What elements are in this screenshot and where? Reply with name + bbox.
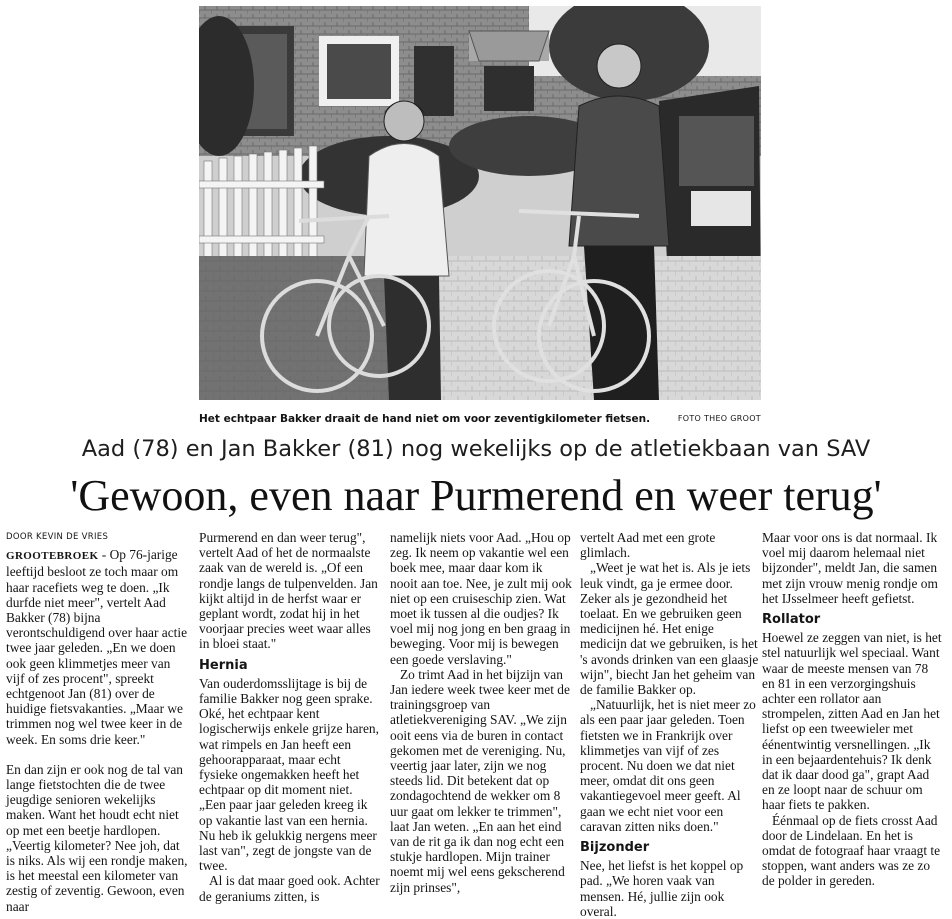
article-paragraph: Nee, het liefst is het koppel op pad. „We horen vaak van mensen. Hé, jullie zijn ook overal.	[580, 858, 744, 919]
article-photo	[199, 6, 761, 400]
paragraph-text: - Op 76-jarige leeftijd besloot ze toch maar om haar racefiets weg te doen. „Ik durfde niet meer", vertelt Aad Bakker (78) bijna verontschuldigend over haar actie twee jaar geleden. „En we doen ook geen klimmetjes meer van vijf of zes procent", spreekt echtgenoot Jan (81) over de huidige fietsvakanties. „Maar we trimmen nog wel twee keer in de week. En soms drie keer."	[6, 547, 188, 747]
caption-text: Het echtpaar Bakker draait de hand niet om voor zeventigkilometer fietsen.	[199, 413, 651, 425]
article-column-3	[390, 530, 572, 895]
article-paragraph: En dan zijn er ook nog de tal van lange fietstochten die de twee jeugdige senioren wekelijks maken. Want het houdt echt niet op met een beetje hardlopen. „Veertig kilometer? Nee joh, dat is niks. Als wij een rondje maken, is het meestal een kilometer van zestig of zeventig. Gewoon, even naar	[6, 761, 188, 914]
article-paragraph: vertelt Aad met een grote glimlach.	[580, 530, 716, 561]
article-paragraph: Zo trimt Aad in het bijzijn van Jan iedere week twee keer met de trainingsgroep van atletiekvereniging SAV. „We zijn ooit eens via de buren in contact gekomen met de vereniging. Nu, veertig jaar later, zijn we nog steeds lid. Dit betekent dat op zondagochtend de wekker om 8 uur gaat om lekker te trimmen", laat Jan weten. „En aan het eind van de rit ga ik dan nog echt een stukje hardlopen. Mijn trainer noemt mij wel eens gekscherend zijn prinses",	[390, 666, 570, 895]
article-paragraph: Hoewel ze zeggen van niet, is het stel natuurlijk wel speciaal. Want waar de meeste mensen van 78 en 81 in een verzorgingshuis achter een rollator aan strompelen, zitten Aad en Jan het liefst op een tweewieler met éénentwintig versnellingen. „Ik in een bejaardentehuis? Ik denk dat ik daar dood ga", grapt Aad en ze loopt naar de schuur om haar fiets te pakken.	[762, 630, 942, 813]
article-paragraph: Al is dat maar goed ook. Achter de geraniums zitten, is	[199, 873, 380, 904]
article-column-2	[199, 530, 381, 904]
article-paragraph: Van ouderdomsslijtage is bij de familie Bakker nog geen sprake. Oké, het echtpaar kent logischerwijs enkele grijze haren, wat rimpels en Jan heeft een gehoorapparaat, maar echt fysieke ongemakken heeft het echtpaar op dit moment niet. „Een paar jaar geleden kreeg ik op vakantie last van een hernia. Nu heb ik gelukkig nergens meer last van", zegt de jongste van de twee.	[199, 675, 379, 874]
article-kicker: Aad (78) en Jan Bakker (81) nog wekelijks op de atletiekbaan van SAV	[81, 436, 871, 462]
article-column-5	[762, 530, 944, 889]
photo-caption	[199, 413, 761, 429]
subheading-bijzonder: Bijzonder	[580, 840, 650, 856]
dateline: GROOTEBROEK	[6, 550, 99, 563]
article-column-4	[580, 530, 762, 919]
byline: DOOR KEVIN DE VRIES	[6, 532, 109, 542]
article-paragraph: namelijk niets voor Aad. „Hou op zeg. Ik neem op vakantie wel een boek mee, maar daar kom ik nooit aan toe. Nee, je zult mij ook niet op een cruiseschip zien. Wat moet ik tussen al die oudjes? Ik voel mij nog jong en ben graag in beweging. Voor mij is bewegen een goede verslaving."	[390, 530, 572, 667]
article-column-1	[6, 530, 188, 914]
article-paragraph: Éénmaal op de fiets crosst Aad door de Lindelaan. En het is omdat de fotograaf haar vraagt te stoppen, want anders was ze zo de polder in gereden.	[762, 812, 941, 889]
article-paragraph	[6, 547, 188, 747]
article-paragraph: Purmerend en dan weer terug", vertelt Aad of het de normaalste zaak van de wereld is. „Of een rondje langs de tulpenvelden. Jan kijkt altijd in de herfst waar er geplant wordt, zodat hij in het voorjaar precies weet waar alles in bloei staat."	[199, 530, 378, 652]
article-headline: 'Gewoon, even naar Purmerend en weer terug'	[70, 471, 882, 520]
photo-couple-with-bicycles	[199, 6, 761, 400]
photo-credit: FOTO THEO GROOT	[677, 414, 761, 423]
subheading-hernia: Hernia	[199, 657, 248, 673]
article-paragraph: „Natuurlijk, het is niet meer zo als een paar jaar geleden. Toen fietsten we in Frankrijk over klimmetjes van vijf of zes procent. Nu doen we dat niet meer, omdat dit ons geen vakantiegevoel meer geeft. Al gaan we echt niet voor een caravan zitten niks doen."	[580, 697, 756, 834]
article-paragraph: „Weet je wat het is. Als je iets leuk vindt, ga je ermee door. Zeker als je gezondheid het toelaat. En we gebruiken geen medicijnen hé. Het enige medicijn dat we gebruiken, is het 's avonds drinken van een glaasje wijn", biecht Jan het geheim van de familie Bakker op.	[580, 560, 759, 698]
subheading-rollator: Rollator	[762, 612, 821, 628]
article-paragraph: Maar voor ons is dat normaal. Ik voel mij daarom helemaal niet bijzonder", meldt Jan, die samen met zijn vrouw menig rondje om het IJsselmeer heeft gefietst.	[762, 530, 938, 606]
